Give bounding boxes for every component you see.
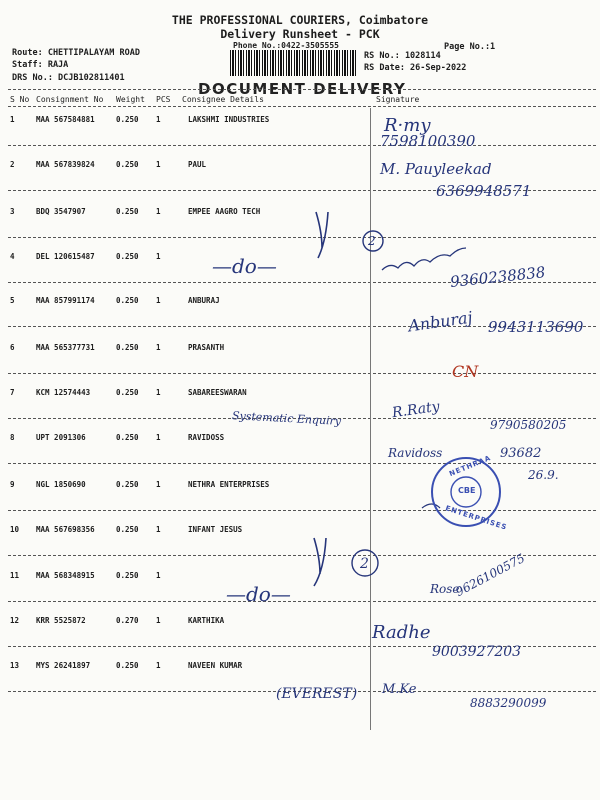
row-sno: 9	[10, 480, 15, 489]
drs-number: DRS No.: DCJB102811401	[12, 73, 125, 83]
row-pcs: 1	[156, 616, 161, 625]
row-pcs: 1	[156, 433, 161, 442]
document-delivery-stamp: DOCUMENT DELIVERY	[198, 80, 407, 98]
row-weight: 0.250	[116, 160, 139, 169]
phone-number: Phone No.:0422-3505555	[233, 41, 339, 50]
row-consignee: ANBURAJ	[188, 296, 220, 305]
signature-row11: Rose	[430, 582, 460, 596]
sig7-phone: 9790580205	[490, 418, 567, 432]
sig9-date: 26.9.	[528, 468, 559, 482]
circle-number-b: 2	[360, 556, 369, 572]
row-consignee: NAVEEN KUMAR	[188, 661, 243, 670]
signature-row4	[382, 248, 466, 270]
signature-row9	[422, 504, 440, 508]
col-sno: S No	[10, 95, 30, 104]
row-pcs: 1	[156, 160, 161, 169]
row-consignee: INFANT JESUS	[188, 525, 243, 534]
ditto-y-row10	[314, 538, 326, 586]
sig13-name: M.Ke	[382, 682, 417, 697]
row-consignment: KRR 5525872	[36, 616, 86, 625]
col-consignment: Consignment No	[36, 95, 104, 104]
row-pcs: 1	[156, 343, 161, 352]
row-pcs: 1	[156, 207, 161, 216]
row-weight: 0.250	[116, 433, 139, 442]
row-sno: 1	[10, 115, 15, 124]
row-pcs: 1	[156, 480, 161, 489]
seal-bottom-text: ENTERPRISES	[444, 504, 509, 532]
row-pcs: 1	[156, 388, 161, 397]
row-sno: 4	[10, 252, 15, 261]
row-sno: 12	[10, 616, 20, 625]
signature-row7: R.Raty	[391, 398, 441, 422]
row-consignee: EMPEE AAGRO TECH	[188, 207, 261, 216]
ditto-y-row3	[316, 212, 328, 258]
sig4-phone: 9360238838	[449, 263, 547, 291]
row-pcs: 1	[156, 661, 161, 670]
row-pcs: 1	[156, 296, 161, 305]
row-weight: 0.250	[116, 343, 139, 352]
row-sno: 6	[10, 343, 15, 352]
seal-top-text: NETHRAA	[448, 453, 493, 479]
row-consignment: BDQ 3547907	[36, 207, 86, 216]
row-consignment: MAA 567839824	[36, 160, 95, 169]
ditto-mark-row11: —do—	[226, 582, 291, 606]
circle-mark-a	[363, 231, 383, 251]
sig2-name: M. Pauyleekad	[380, 160, 492, 178]
row-pcs: 1	[156, 115, 161, 124]
col-pcs: PCS	[156, 95, 171, 104]
row-weight: 0.250	[116, 525, 139, 534]
row-sno: 3	[10, 207, 15, 216]
sig13-phone: 8883290099	[470, 696, 547, 710]
col-weight: Weight	[116, 95, 145, 104]
sig11-phone: 9626100575	[453, 550, 528, 600]
row-weight: 0.250	[116, 115, 139, 124]
row-weight: 0.250	[116, 661, 139, 670]
signature-row1: R·my	[384, 115, 431, 136]
note-row7: Systematic Enquiry	[231, 409, 342, 428]
row-pcs: 1	[156, 571, 161, 580]
row-sno: 2	[10, 160, 15, 169]
row-consignee: SABAREESWARAN	[188, 388, 247, 397]
row-weight: 0.250	[116, 388, 139, 397]
row-pcs: 1	[156, 525, 161, 534]
sig1-phone: 7598100390	[380, 132, 476, 150]
signature-row12: Radhe	[372, 622, 431, 643]
row-weight: 0.270	[116, 616, 139, 625]
col-signature: Signature	[376, 95, 420, 104]
page-number: Page No.:1	[444, 42, 496, 52]
sig8-name: Ravidoss	[388, 446, 443, 460]
row-weight: 0.250	[116, 207, 139, 216]
ditto-mark-row4: —do—	[212, 254, 277, 278]
company-title: THE PROFESSIONAL COURIERS, Coimbatore	[171, 13, 429, 27]
route: Route: CHETTIPALAYAM ROAD	[12, 48, 140, 58]
col-consignee: Consignee Details	[182, 95, 264, 104]
row-consignment: UPT 2091306	[36, 433, 86, 442]
row-sno: 11	[10, 571, 20, 580]
rs-number: RS No.: 1028114	[364, 51, 441, 61]
row-weight: 0.250	[116, 480, 139, 489]
row-consignment: KCM 12574443	[36, 388, 91, 397]
circle-mark-b	[352, 550, 378, 576]
staff: Staff: RAJA	[12, 60, 69, 70]
row-pcs: 1	[156, 252, 161, 261]
row-sno: 7	[10, 388, 15, 397]
row-consignee: LAKSHMI INDUSTRIES	[188, 115, 270, 124]
sig12-phone: 9003927203	[432, 644, 522, 660]
row-consignment: MAA 567698356	[36, 525, 95, 534]
row-consignment: MAA 568348915	[36, 571, 95, 580]
row-consignee: RAVIDOSS	[188, 433, 225, 442]
row-consignee: PRASANTH	[188, 343, 225, 352]
row-consignment: DEL 120615487	[36, 252, 95, 261]
row-consignment: MAA 857991174	[36, 296, 95, 305]
note-row13: (EVEREST)	[276, 686, 358, 702]
row-sno: 8	[10, 433, 15, 442]
sig6-mark: CN	[452, 362, 479, 381]
row-consignment: MYS 26241897	[36, 661, 91, 670]
row-consignment: MAA 565377731	[36, 343, 95, 352]
sig5-name: Anburaj	[406, 307, 474, 336]
rs-date: RS Date: 26-Sep-2022	[364, 63, 467, 73]
row-consignment: NGL 1850690	[36, 480, 86, 489]
sig2-phone: 6369948571	[436, 182, 532, 200]
row-consignee: NETHRA ENTERPRISES	[188, 480, 270, 489]
row-sno: 10	[10, 525, 20, 534]
row-sno: 13	[10, 661, 20, 670]
row-sno: 5	[10, 296, 15, 305]
row-weight: 0.250	[116, 571, 139, 580]
row-consignee: KARTHIKA	[188, 616, 225, 625]
row-weight: 0.250	[116, 252, 139, 261]
document-type: Delivery Runsheet - PCK	[220, 27, 380, 41]
row-consignment: MAA 567584881	[36, 115, 95, 124]
sig5-phone: 9943113690	[488, 318, 584, 336]
row-consignee: PAUL	[188, 160, 207, 169]
sig8-phone: 93682	[500, 446, 542, 461]
circle-number-a: 2	[368, 234, 376, 248]
seal-center-text: CBE	[458, 486, 476, 495]
row-weight: 0.250	[116, 296, 139, 305]
